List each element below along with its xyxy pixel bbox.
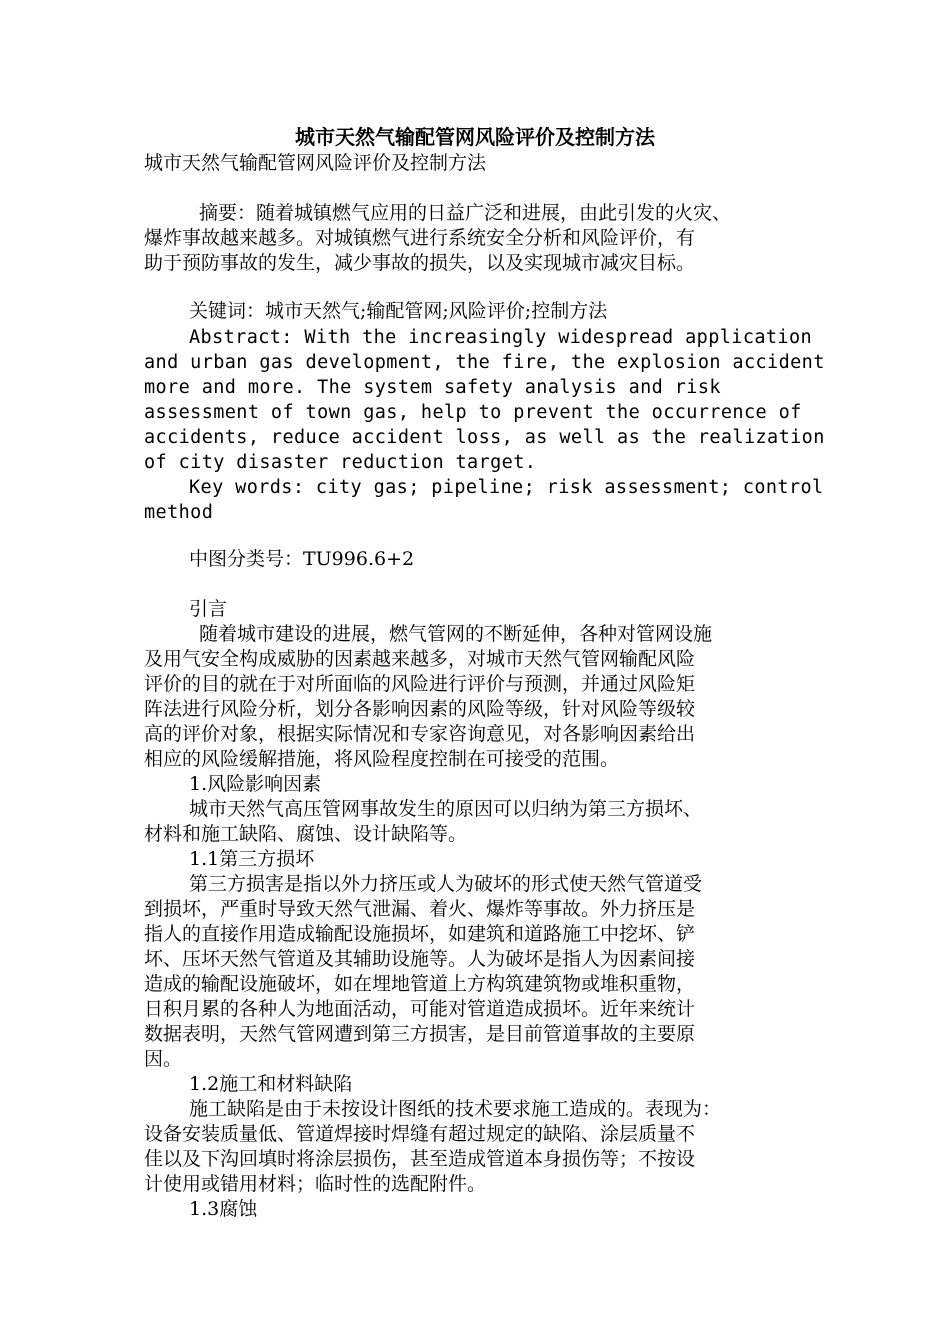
abstract-cn-line: 爆炸事故越来越多。对城镇燃气进行系统安全分析和风险评价，有 [144, 227, 696, 249]
section-1-2-line: 计使用或错用材料；临时性的选配附件。 [144, 1173, 487, 1195]
section-1-heading: 1.风险影响因素 [189, 773, 322, 795]
section-1-1-line: 坏、压坏天然气管道及其辅助设施等。人为破坏是指人为因素间接 [144, 948, 696, 970]
abstract-en-line: Abstract: With the increasingly widespread application [189, 327, 813, 348]
section-1-2-heading: 1.2施工和材料缺陷 [189, 1073, 353, 1095]
keywords-cn-block [144, 299, 812, 324]
body-text [144, 597, 812, 1222]
abstract-cn-line: 助于预防事故的发生，减少事故的损失，以及实现城市减灾目标。 [144, 252, 696, 274]
abstract-en [144, 325, 825, 525]
section-1-1-line: 因。 [144, 1048, 183, 1070]
section-1-2-line: 施工缺陷是由于未按设计图纸的技术要求施工造成的。表现为： [189, 1098, 722, 1120]
section-1-1-line: 数据表明，天然气管网遭到第三方损害，是目前管道事故的主要原 [144, 1023, 696, 1045]
intro-line: 及用气安全构成威胁的因素越来越多，对城市天然气管网输配风险 [144, 648, 696, 670]
intro-line: 高的评价对象，根据实际情况和专家咨询意见，对各影响因素给出 [144, 723, 696, 745]
intro-heading: 引言 [189, 598, 228, 620]
section-1-3-heading: 1.3腐蚀 [189, 1198, 258, 1220]
intro-line: 相应的风险缓解措施，将风险程度控制在可接受的范围。 [144, 748, 620, 770]
abstract-en-line: accidents, reduce accident loss, as well as the realization [144, 427, 825, 448]
intro-line: 阵法进行风险分析，划分各影响因素的风险等级，针对风险等级较 [144, 698, 696, 720]
section-1-1-line: 到损坏，严重时导致天然气泄漏、着火、爆炸等事故。外力挤压是 [144, 898, 696, 920]
document-title: 城市天然气输配管网风险评价及控制方法 [295, 125, 655, 149]
abstract-en-line: assessment of town gas, help to prevent the occurrence of [144, 402, 802, 423]
abstract-cn-line: 摘要：随着城镇燃气应用的日益广泛和进展，由此引发的火灾、 [199, 202, 732, 224]
abstract-en-line: of city disaster reduction target. [144, 452, 537, 473]
section-1-2-line: 设备安装质量低、管道焊接时焊缝有超过规定的缺陷、涂层质量不 [144, 1123, 696, 1145]
document-subtitle-block [144, 151, 812, 176]
section-1-2-line: 佳以及下沟回填时将涂层损伤，甚至造成管道本身损伤等；不按设 [144, 1148, 696, 1170]
intro-line: 随着城市建设的进展，燃气管网的不断延伸，各种对管网设施 [199, 623, 713, 645]
section-1-1-line: 第三方损害是指以外力挤压或人为破坏的形式使天然气管道受 [189, 873, 703, 895]
classification-block [144, 547, 812, 572]
section-1-1-heading: 1.1第三方损坏 [189, 848, 315, 870]
section-1-1-line: 日积月累的各种人为地面活动，可能对管道造成损坏。近年来统计 [144, 998, 696, 1020]
abstract-cn [144, 201, 812, 276]
classification-number: 中图分类号：TU996.6+2 [189, 548, 415, 570]
keywords-en-line: Key words: city gas; pipeline; risk assessment; control [189, 477, 824, 498]
abstract-en-line: and urban gas development, the fire, the explosion accident [144, 352, 825, 373]
document-subtitle: 城市天然气输配管网风险评价及控制方法 [144, 152, 487, 174]
section-1-line: 城市天然气高压管网事故发生的原因可以归纳为第三方损坏、 [189, 798, 703, 820]
section-1-line: 材料和施工缺陷、腐蚀、设计缺陷等。 [144, 823, 468, 845]
keywords-en-line: method [144, 502, 214, 523]
section-1-1-line: 指人的直接作用造成输配设施损坏，如建筑和道路施工中挖坏、铲 [144, 923, 696, 945]
abstract-en-line: more and more. The system safety analysis and risk [144, 377, 721, 398]
intro-line: 评价的目的就在于对所面临的风险进行评价与预测，并通过风险矩 [144, 673, 696, 695]
keywords-cn: 关键词：城市天然气;输配管网;风险评价;控制方法 [189, 300, 608, 322]
section-1-1-line: 造成的输配设施破坏，如在埋地管道上方构筑建筑物或堆积重物， [144, 973, 696, 995]
